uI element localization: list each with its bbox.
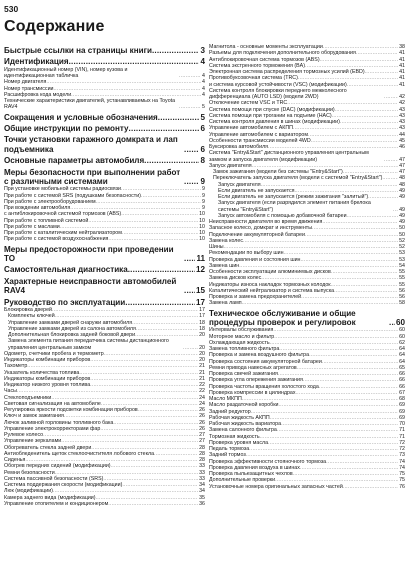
toc-entry-page: 68 xyxy=(399,396,405,403)
toc-entry-page: 9 xyxy=(200,177,205,186)
toc-entry-page: 34 xyxy=(199,488,205,495)
dot-leader xyxy=(343,484,398,490)
toc-entry-title: Система пассивной безопасности (SRS) xyxy=(4,475,104,482)
toc-entry-title: Запуск двигателя (если разрядился элемент питания брелока системы "Entry&Start") xyxy=(218,200,371,213)
toc-entry-page: 9 xyxy=(202,192,205,199)
toc-entry-title: Меры безопасности при выполнении работ с различными системами xyxy=(4,167,181,186)
toc-entry-title: Быстрые ссылки на страницы книги xyxy=(4,46,152,55)
toc-entry[interactable] xyxy=(4,67,205,80)
toc-entry-title: Масло раздаточной коробки xyxy=(209,402,279,409)
dot-leader xyxy=(108,501,198,507)
toc-entry-title: Система экстренного торможения (BA) xyxy=(209,62,305,69)
page-title: Содержание xyxy=(4,18,105,35)
toc-entry-title: Разъемы для подключения дополнительного оборудования xyxy=(209,50,356,57)
toc-entry-page: 28 xyxy=(199,457,205,464)
toc-entry-page: 33 xyxy=(199,475,205,482)
toc-entry-title: Основные параметры автомобиля xyxy=(4,156,145,166)
toc-entry-title: Задний редуктор xyxy=(209,408,251,415)
toc-entry-page: 73 xyxy=(399,452,405,459)
toc-entry-page: 11 xyxy=(196,254,205,264)
toc-entry-page: 50 xyxy=(399,225,405,232)
toc-entry-title: Проверка эффективности стояночного тормоза xyxy=(209,458,327,465)
toc-entry-title: Идентификация xyxy=(4,57,69,67)
toc-entry-title: Ремни привода навесных агрегатов xyxy=(209,364,297,371)
toc-entry-page: 8 xyxy=(200,156,205,166)
dot-leader xyxy=(125,298,195,307)
toc-section-heading[interactable] xyxy=(4,168,205,187)
toc-entry-title: Замена ламп xyxy=(209,300,242,307)
toc-entry-title: Сокращения и условные обозначения xyxy=(4,112,158,122)
toc-entry-title: Проверка частоты вращения холостого хода xyxy=(209,383,319,390)
toc-entry-title: Идентификационный номер (VIN), номер кузова и идентификационная табличка xyxy=(4,66,128,80)
toc-entry-title: Магнитола - основные моменты эксплуатации xyxy=(209,44,323,50)
toc-entry-page: 43 xyxy=(399,112,405,119)
toc-entry-title: Охлаждающая жидкость xyxy=(209,339,270,346)
toc-entry-page: 28 xyxy=(199,444,205,451)
toc-entry-title: При работе с системой воздухоснабжения xyxy=(4,236,109,243)
toc-entry-page: 49 xyxy=(399,206,405,213)
toc-entry-page: 41 xyxy=(399,69,405,75)
toc-entry-title: Антиобледенитель щеток стеклоочистителя лобового стекла xyxy=(4,450,155,457)
toc-entry-title: Задний тормоз xyxy=(209,452,246,459)
toc-entry-page: 55 xyxy=(399,269,405,275)
toc-entry-title: Точки установки гаражного домкрата и лап подъемника xyxy=(4,135,178,154)
toc-entry-page: 48 xyxy=(399,175,405,182)
toc-entry[interactable] xyxy=(4,236,205,242)
toc-entry-page: 21 xyxy=(199,369,205,376)
toc-section-heading[interactable] xyxy=(4,277,205,296)
toc-entry-title: Система помощи при спуске (DAC) (модификации) xyxy=(209,106,335,113)
toc-entry-page: 20 xyxy=(199,357,205,364)
toc-section-heading[interactable] xyxy=(4,46,205,55)
toc-entry-page: 4 xyxy=(202,79,205,86)
toc-entry-title: Особенности эксплуатации алюминиевых дисков xyxy=(209,269,331,275)
toc-entry-title: Масло МКПП xyxy=(209,396,242,403)
toc-entry-page: 26 xyxy=(199,425,205,432)
dot-leader xyxy=(242,300,398,306)
toc-entry-title: Индикаторы комбинации приборов xyxy=(4,375,91,382)
dot-leader xyxy=(179,104,201,110)
toc-entry-page: 9 xyxy=(202,186,205,193)
toc-entry-title: Управление электрокорректорами фар xyxy=(4,425,101,432)
toc-entry-title: Рулевое колесо xyxy=(4,432,44,439)
toc-entry-page: 49 xyxy=(399,194,405,200)
toc-entry-title: Замена шин xyxy=(209,262,240,269)
toc-entry-page: 55 xyxy=(399,281,405,288)
toc-entry-page: 47 xyxy=(399,156,405,163)
toc-entry-title: Рекомендации по выбору шин xyxy=(209,250,284,257)
toc-entry-title: Проверка состояния аккумуляторной батареи xyxy=(209,358,322,365)
toc-entry-title: Установочные номера оригинальных запасных частей xyxy=(209,483,343,490)
toc-entry-page: 41 xyxy=(399,62,405,69)
toc-entry-page: 52 xyxy=(399,244,405,250)
toc-entry-page: 5 xyxy=(202,104,205,111)
toc-entry-title: Если двигатель не запускается (режим зажигания "залитый") xyxy=(218,194,369,200)
toc-entry[interactable] xyxy=(209,300,405,306)
toc-entry-page: 20 xyxy=(199,332,205,339)
toc-entry-title: Система контроля блокировки переднего межколесного дифференциала (AUTO LSD) (модели 2WD) xyxy=(209,87,347,100)
toc-section-heading[interactable] xyxy=(4,298,205,307)
toc-entry-page: 71 xyxy=(399,427,405,434)
toc-entry-title: Неисправности двигателя во время движения xyxy=(209,219,323,225)
toc-entry-page: 26 xyxy=(199,407,205,414)
toc-column-left xyxy=(4,44,205,507)
toc-entry-page: 69 xyxy=(399,402,405,409)
toc-entry-page: 41 xyxy=(399,56,405,63)
toc-entry-title: Педаль тормоза xyxy=(209,446,250,453)
toc-entry-page: 24 xyxy=(199,394,205,401)
toc-entry-page: 10 xyxy=(199,230,205,237)
toc-section-heading[interactable] xyxy=(4,265,205,274)
toc-entry-title: Часы xyxy=(4,388,17,395)
dot-leader xyxy=(158,113,200,122)
toc-entry[interactable] xyxy=(209,200,405,213)
toc-entry-title: Расшифровка кода модели xyxy=(4,91,72,98)
toc-entry-page: 9 xyxy=(202,198,205,205)
toc-entry-title: Управление автомобилем с вариатором xyxy=(209,131,309,138)
toc-entry-title: Световая сигнализация на автомобиле xyxy=(4,400,101,407)
toc-entry-page: 72 xyxy=(399,439,405,446)
toc-entry-title: При работе с топливной системой xyxy=(4,217,89,224)
toc-entry-page: 75 xyxy=(399,477,405,484)
toc-entry-page: 49 xyxy=(399,212,405,219)
toc-entry-page: 67 xyxy=(399,389,405,396)
toc-entry-title: Переключатель запуска двигателя (модели с системой "Entry&Start") xyxy=(213,175,383,182)
toc-entry-title: При работе с каталитическим нейтрализатором xyxy=(4,230,122,237)
toc-section-heading[interactable] xyxy=(4,156,205,165)
toc-entry-title: Запуск двигателя xyxy=(218,181,261,188)
dot-leader xyxy=(128,265,195,274)
toc-entry-page: 66 xyxy=(399,377,405,384)
toc-entry-title: Запуск двигателя xyxy=(209,162,252,169)
toc-entry-title: Запуск автомобиля с помощью добавочной батареи xyxy=(218,212,347,219)
toc-entry-title: Управление замками дверей снаружи автомобиля xyxy=(8,319,133,326)
toc-entry-page: 3 xyxy=(200,46,205,55)
toc-entry-page: 60 xyxy=(399,333,405,340)
toc-entry-page: 42 xyxy=(399,94,405,100)
toc-entry-page: 20 xyxy=(199,350,205,357)
dot-leader xyxy=(184,254,195,263)
toc-entry-page: 69 xyxy=(399,414,405,421)
dot-leader xyxy=(152,46,200,55)
toc-entry-title: При работе с маслами xyxy=(4,223,60,230)
toc-entry-title: Одометр, счетчики пробега и термометр xyxy=(4,350,104,357)
toc-entry-page: 10 xyxy=(199,211,205,218)
toc-entry-page: 12 xyxy=(195,265,205,275)
toc-entry-title: При работе с системой SRS (подушками безопасности) xyxy=(4,192,141,199)
toc-entry-page: 45 xyxy=(399,137,405,144)
toc-entry-page: 10 xyxy=(199,223,205,230)
toc-entry-page: 4 xyxy=(202,73,205,80)
dot-leader xyxy=(184,286,195,295)
toc-entry-page: 18 xyxy=(199,325,205,332)
toc-entry-page: 64 xyxy=(399,346,405,353)
dot-leader xyxy=(184,145,199,154)
toc-entry-title: Если двигатель не запускается xyxy=(218,187,295,194)
toc-entry-title: Блокировка дверей xyxy=(4,307,52,314)
toc-entry-title: Люк (модификации) xyxy=(4,488,53,495)
toc-entry-title: Меры предосторожности при проведении ТО xyxy=(4,244,174,264)
toc-entry-page: 21 xyxy=(199,375,205,382)
toc-entry-page: 6 xyxy=(200,144,205,154)
toc-section-heading[interactable] xyxy=(4,124,205,133)
toc-entry-page: 24 xyxy=(199,400,205,407)
toc-entry-page: 72 xyxy=(399,446,405,453)
toc-entry-page: 9 xyxy=(202,205,205,212)
toc-entry-page: 27 xyxy=(199,432,205,439)
page-number: 530 xyxy=(4,4,19,14)
toc-entry-page: 42 xyxy=(399,100,405,107)
toc-entry-title: Дополнительные проверки xyxy=(209,477,276,484)
toc-entry-title: Характерные неисправности автомобилей RAV4 xyxy=(4,276,177,296)
toc-section-heading[interactable] xyxy=(4,135,205,154)
toc-entry[interactable] xyxy=(4,98,205,111)
toc-entry-title: Система помощи при трогании на подъеме (HAC) xyxy=(209,112,332,119)
toc-entry-title: Камера заднего вида (модификации) xyxy=(4,494,96,501)
toc-entry-title: Обогрев передних сидений (модификации) xyxy=(4,463,111,470)
toc-entry-title: Управление замками дверей из салона автомобиля xyxy=(8,325,136,332)
toc-entry-page: 5 xyxy=(200,112,205,122)
toc-entry-title: Замена топливного фильтра xyxy=(209,346,280,353)
toc-entry-page: 20 xyxy=(199,344,205,351)
toc-entry-title: Проверка и замена предохранителей xyxy=(209,294,302,300)
toc-entry[interactable] xyxy=(209,88,405,101)
toc-entry-title: Проверка уровня масла xyxy=(209,439,269,446)
toc-entry-page: 22 xyxy=(199,388,205,395)
toc-entry-page: 27 xyxy=(199,438,205,445)
toc-entry-title: Шины xyxy=(209,244,224,250)
toc-entry-page: 17 xyxy=(199,307,205,314)
toc-entry-page: 6 xyxy=(200,123,205,133)
toc-entry-page: 53 xyxy=(399,250,405,257)
toc-entry-page: 17 xyxy=(195,297,205,307)
toc-entry-title: Проверка давления и состояния шин xyxy=(209,256,301,263)
toc-entry-page: 55 xyxy=(399,275,405,282)
toc-entry-title: Интервалы обслуживания xyxy=(209,327,274,334)
toc-entry-title: Техническое обслуживание и общие процедуры проверок и регулировок xyxy=(209,308,356,327)
toc-entry-page: 66 xyxy=(399,371,405,378)
toc-section-heading[interactable] xyxy=(209,309,405,328)
toc-entry-page: 64 xyxy=(399,352,405,359)
toc-entry-title: Электронная система распределения тормозных усилий (EBD) xyxy=(209,69,365,75)
toc-entry-title: Номер трансмиссии xyxy=(4,85,54,92)
toc-entry-page: 74 xyxy=(399,458,405,465)
dot-leader xyxy=(129,124,200,133)
toc-section-heading[interactable] xyxy=(4,57,205,66)
toc-entry-title: Проверка свечей зажигания xyxy=(209,371,278,378)
dot-leader xyxy=(184,177,199,186)
toc-entry-page: 10 xyxy=(199,217,205,224)
toc-entry-title: Дополнительная блокировка задней боковой двери xyxy=(8,332,136,339)
toc-entry-title: Индикаторы комбинации приборов xyxy=(4,357,91,364)
toc-entry-title: Моторное масло и фильтр xyxy=(209,333,275,340)
toc-entry-title: Замена элемента питания передатчика системы дистанционного управления центральным замком xyxy=(8,338,169,351)
toc-entry-page: 41 xyxy=(399,75,405,82)
toc-entry[interactable] xyxy=(4,501,205,507)
toc-entry-page: 54 xyxy=(399,262,405,269)
toc-entry-page: 65 xyxy=(399,364,405,371)
toc-entry-page: 4 xyxy=(202,91,205,98)
toc-entry-page: 41 xyxy=(399,50,405,57)
toc-entry-title: При работе с электрооборудованием xyxy=(4,198,96,205)
dot-leader xyxy=(108,236,198,242)
toc-entry-page: 34 xyxy=(199,482,205,489)
toc-entry-title: Запасное колесо, домкрат и инструменты xyxy=(209,225,313,232)
toc-entry-title: Тахометр xyxy=(4,363,28,370)
toc-entry-page: 35 xyxy=(199,494,205,501)
toc-section-heading[interactable] xyxy=(4,113,205,122)
toc-entry-title: Стеклоподъемники xyxy=(4,394,52,401)
toc-entry-page: 21 xyxy=(199,363,205,370)
toc-entry-page: 47 xyxy=(399,169,405,175)
toc-entry-page: 26 xyxy=(199,419,205,426)
toc-entry-page: 47 xyxy=(399,162,405,169)
toc-entry-title: Замена салонного фильтра xyxy=(209,427,277,434)
toc-entry-title: Тормозная жидкость xyxy=(209,433,260,440)
toc-entry-page: 10 xyxy=(199,236,205,243)
toc-entry-page: 56 xyxy=(399,294,405,300)
toc-entry-page: 44 xyxy=(399,131,405,138)
toc-entry-title: Номер двигателя xyxy=(4,79,47,86)
toc-entry-page: 33 xyxy=(199,463,205,470)
toc-entry[interactable] xyxy=(209,484,405,490)
toc-entry-title: Лючок заливной горловины топливного бака xyxy=(4,419,114,426)
dot-leader xyxy=(69,57,200,66)
toc-entry-title: Проверка пыльезащитных чехлов xyxy=(209,471,293,478)
toc-entry-page: 4 xyxy=(202,85,205,92)
toc-entry-page: 49 xyxy=(399,219,405,225)
toc-entry-page: 71 xyxy=(399,433,405,440)
toc-entry-title: Управление зеркалами xyxy=(4,438,62,445)
toc-entry-title: Управление отопителем и кондиционером xyxy=(4,500,109,507)
toc-entry-title: Указатель количества топлива xyxy=(4,369,80,376)
toc-entry-title: Замок зажигания (модели без системы "Entry&Start") xyxy=(213,169,343,175)
toc-entry-title: Каталитический нейтрализатор и система выпуска xyxy=(209,287,335,294)
toc-entry-page: 52 xyxy=(399,237,405,244)
toc-entry-page: 49 xyxy=(399,187,405,194)
toc-entry-title: Отключение систем VSC и TRC xyxy=(209,100,288,107)
toc-entry-page: 64 xyxy=(399,358,405,365)
toc-entry-page: 74 xyxy=(399,464,405,471)
toc-entry-title: Замена колес xyxy=(209,237,243,244)
toc-entry-page: 50 xyxy=(399,231,405,238)
toc-entry-title: Замена дисков колес xyxy=(209,275,262,282)
toc-entry-page: 46 xyxy=(399,144,405,150)
toc-entry-page: 70 xyxy=(399,421,405,428)
toc-entry-title: При установке мобильной системы радиосвязи xyxy=(4,186,121,193)
toc-entry-title: Рабочая жидкость АКПП xyxy=(209,414,270,421)
toc-entry-title: Буксировка автомобиля xyxy=(209,144,269,150)
toc-entry-page: 41 xyxy=(399,81,405,88)
toc-entry-page: 26 xyxy=(199,413,205,420)
toc-entry-title: Система "Entry&Start" дистанционного управления центральным замком и запуска двигателя (модификации) xyxy=(209,150,369,163)
toc-entry-page: 43 xyxy=(399,106,405,113)
toc-column-right xyxy=(209,44,405,490)
toc-entry-page: 15 xyxy=(195,286,205,296)
toc-entry-page: 38 xyxy=(399,44,405,50)
toc-entry-page: 76 xyxy=(399,483,405,490)
toc-entry-title: Проверка компрессии в цилиндрах xyxy=(209,389,296,396)
toc-entry-page: 22 xyxy=(199,382,205,389)
toc-entry-title: Обогреватель стекла задней двери xyxy=(4,444,92,451)
toc-entry-title: При вождении автомобиля xyxy=(4,205,71,212)
toc-entry-page: 75 xyxy=(399,471,405,478)
toc-section-heading[interactable] xyxy=(4,245,205,264)
toc-entry-title: Ключ и замок зажигания xyxy=(4,413,64,420)
toc-entry-title: Противобуксовочная система (TRC) xyxy=(209,75,298,82)
toc-entry-page: 4 xyxy=(200,57,205,67)
toc-entry-page: 36 xyxy=(199,500,205,507)
toc-entry-page: 60 xyxy=(399,327,405,334)
dot-leader xyxy=(144,156,199,165)
toc-entry-page: 56 xyxy=(399,287,405,294)
toc-entry-page: 48 xyxy=(399,181,405,188)
toc-entry-title: и система курсовой устойчивости (VSC) (модификации) xyxy=(209,81,347,88)
toc-entry-title: Общие инструкции по ремонту xyxy=(4,123,129,133)
toc-entry-title: Система поддержания скорости (модификации) xyxy=(4,482,123,489)
toc-entry-title: Система контроля давления в шинах (модификации) xyxy=(209,119,340,125)
toc-entry[interactable] xyxy=(4,338,205,351)
toc-entry-title: Антиблокировочная система тормозов (ABS) xyxy=(209,56,320,63)
toc-entry-title: Регулировка яркости подсветки комбинации приборов xyxy=(4,407,138,414)
toc-entry-title: Проверка угла опережения зажигания xyxy=(209,377,303,384)
toc-entry-page: 53 xyxy=(399,256,405,263)
toc-entry-page: 58 xyxy=(399,300,405,307)
toc-entry-title: с антиблокировочной системой тормозов (ABS) xyxy=(4,211,122,218)
toc-entry-page: 66 xyxy=(399,383,405,390)
toc-entry-page: 17 xyxy=(199,313,205,320)
toc-entry-title: Индикатор низкого уровня топлива xyxy=(4,382,91,389)
toc-entry-title: Сиденья xyxy=(4,457,26,464)
toc-entry-title: Управление автомобилем с АКПП xyxy=(209,125,293,132)
toc-entry-page: 33 xyxy=(199,469,205,476)
toc-entry-title: Проверка давления воздуха в шинах xyxy=(209,464,300,471)
toc-entry-title: Комплекты ключей xyxy=(8,313,55,320)
toc-entry-page: 43 xyxy=(399,119,405,125)
toc-entry-title: Подключение аккумуляторной батареи xyxy=(209,231,305,238)
toc-entry-title: Самостоятельная диагностика xyxy=(4,265,128,275)
toc-entry-title: Рабочая жидкость вариатора xyxy=(209,421,282,428)
toc-entry-title: Ремни безопасности xyxy=(4,469,55,476)
toc-entry-title: Проверка и замена воздушного фильтра xyxy=(209,352,310,359)
toc-entry-title: Индикаторы износа накладок тормозных колодок xyxy=(209,281,331,288)
toc-entry-page: 69 xyxy=(399,408,405,415)
toc-entry-title: Руководство по эксплуатации xyxy=(4,297,126,307)
toc-entry-page: 43 xyxy=(399,125,405,132)
toc-entry-page: 62 xyxy=(399,339,405,346)
toc-entry-title: Особенности трансмиссии моделей 4WD xyxy=(209,137,311,144)
toc-entry-title: Технические характеристики двигателей, устанавливаемых на Toyota RAV4 xyxy=(4,98,176,111)
toc-entry-page: 60 xyxy=(395,317,405,327)
toc-entry[interactable] xyxy=(209,150,405,163)
toc-entry-page: 18 xyxy=(199,319,205,326)
toc-entry-page: 28 xyxy=(199,450,205,457)
